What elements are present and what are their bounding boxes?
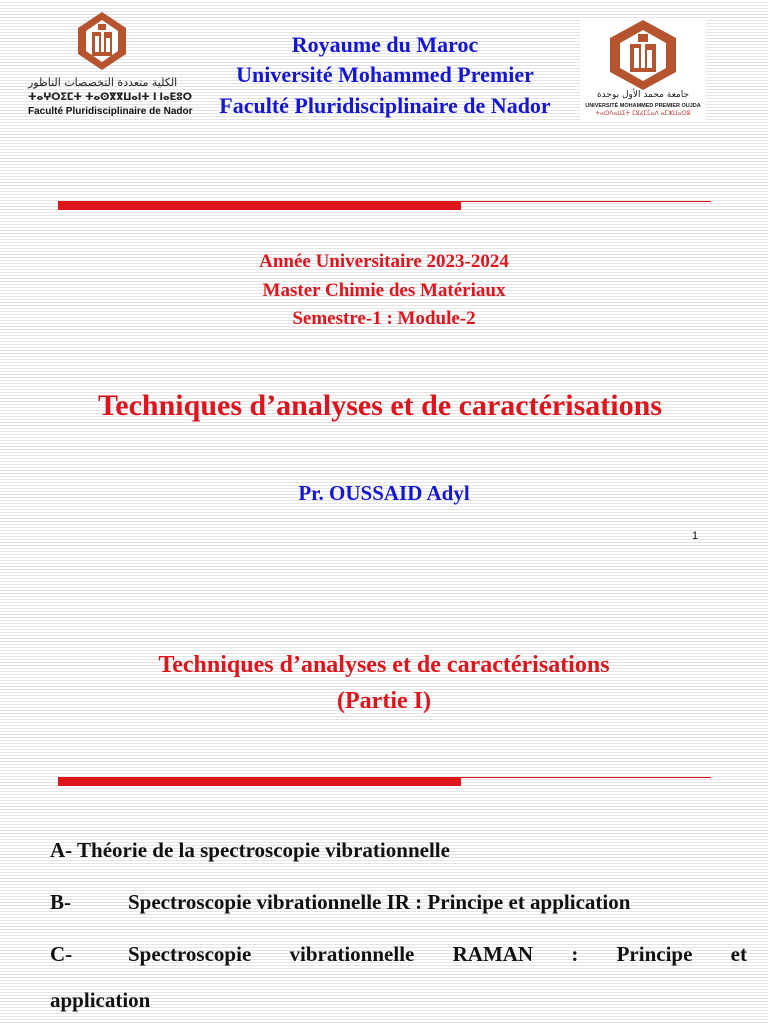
master-program: Master Chimie des Matériaux	[262, 280, 506, 301]
faculty-logo	[28, 10, 193, 122]
faculty-logo-arabic: الكلية متعددة التخصصات الناظور	[28, 76, 178, 89]
toc-word: vibrationnelle	[289, 942, 415, 966]
faculty-emblem-icon	[68, 10, 136, 72]
toc-item-c-letter: C-	[50, 942, 73, 966]
university-logo-text: UNIVERSITÉ MOHAMMED PREMIER OUJDA	[585, 103, 701, 109]
part-title: Techniques d’analyses et de caractérisations	[158, 652, 610, 678]
toc-word: Spectroscopie	[128, 942, 252, 966]
toc-word: et	[730, 942, 747, 966]
faculty-logo-text: Faculté Pluridisciplinaire de Nador	[28, 106, 193, 117]
professor-name: Pr. OUSSAID Adyl	[298, 481, 470, 505]
red-divider-bar	[58, 777, 461, 786]
red-divider-line	[461, 201, 711, 202]
header-line-university: Université Mohammed Premier	[236, 62, 534, 87]
toc-word: :	[571, 942, 579, 966]
toc-word: Principe	[616, 942, 693, 966]
toc-item-b-letter: B-	[50, 890, 71, 914]
university-logo-arabic: جامعة محمد الأول بوجدة	[596, 90, 690, 100]
toc-item-a: A- Théorie de la spectroscopie vibrationnelle	[50, 838, 450, 862]
toc-item-c-text	[128, 942, 747, 967]
university-logo-tifinagh: ⵜⴰⵙⴷⴰⵡⵉⵜ ⵎⵓⵃⵎⵎⴰⴷ ⴰⵎⵣⵡⴰⵔⵓ	[595, 110, 691, 117]
faculty-logo-tifinagh: ⵜⴰⵖⵔⵉⵎⵜ ⵜⴰⵙⴳⴳⵡⴰⵏⵜ ⵏ ⵏⴰⴹⵓⵔ	[28, 92, 192, 103]
red-divider-line	[461, 777, 711, 778]
slide-2	[0, 600, 768, 1024]
university-emblem-icon	[580, 18, 706, 92]
toc-word: RAMAN	[452, 942, 534, 966]
header-line-kingdom: Royaume du Maroc	[291, 32, 479, 57]
red-divider-bar	[58, 201, 461, 210]
academic-year: Année Universitaire 2023-2024	[259, 251, 509, 272]
part-subtitle: (Partie I)	[337, 688, 431, 714]
toc-item-b-text: Spectroscopie vibrationnelle IR : Principe et application	[128, 890, 631, 914]
university-logo	[580, 18, 706, 120]
toc-item-c-continuation: application	[50, 988, 151, 1012]
course-title: Techniques d’analyses et de caractérisations	[98, 389, 662, 422]
header-line-faculty: Faculté Pluridisciplinaire de Nador	[219, 93, 551, 118]
page-number: 1	[692, 530, 699, 542]
semester-module: Semestre-1 : Module-2	[292, 308, 476, 329]
